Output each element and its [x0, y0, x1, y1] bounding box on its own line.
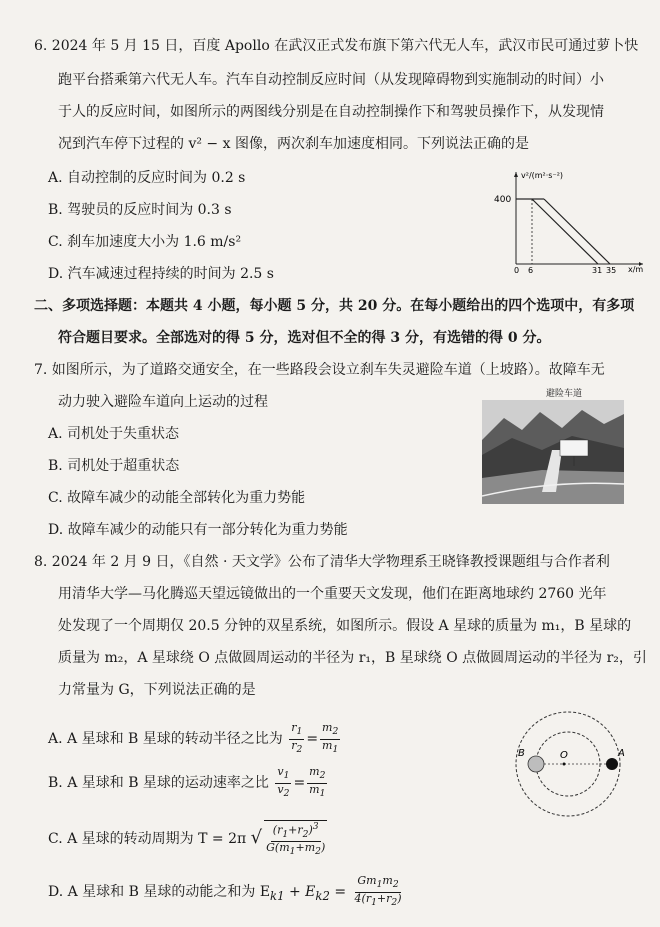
q7-option-d: D. 故障车减少的动能只有一部分转化为重力势能 [48, 522, 348, 538]
label-o: O [560, 750, 568, 761]
q8-line-1: 8. 2024 年 2 月 9 日，《自然 · 天文学》公布了清华大学物理系王晓锋教授课题组与合作者利 [34, 554, 610, 570]
auto-control-line-slope [532, 199, 598, 264]
q6-option-d: D. 汽车减速过程持续的时间为 2.5 s [48, 266, 274, 282]
y-axis-label: v²/(m²·s⁻²) [521, 171, 564, 180]
q8-line-5: 力常量为 G，下列说法正确的是 [58, 682, 256, 698]
q8-line-4: 质量为 m₂，A 星球绕 O 点做圆周运动的半径为 r₁，B 星球绕 O 点做圆周运动的半径为 r₂，引 [58, 650, 647, 666]
q7-line-2: 动力驶入避险车道向上运动的过程 [58, 394, 268, 410]
q6-line-2: 跑平台搭乘第六代无人车。汽车自动控制反应时间（从发现障碍物到实施制动的时间）小 [58, 72, 604, 88]
q6-option-c: C. 刹车加速度大小为 1.6 m/s² [48, 234, 242, 250]
x-tick-35: 35 [606, 266, 617, 274]
q8-option-c-text: C. A 星球的转动周期为 T = 2π [48, 831, 247, 847]
q8-line-3: 处发现了一个周期仅 20.5 分钟的双星系统，如图所示。假设 A 星球的质量为 m₁，B 星球的 [58, 618, 632, 634]
q8-option-a-text: A. A 星球和 B 星球的转动半径之比为 [48, 731, 283, 747]
x-tick-0: 0 [514, 266, 520, 274]
escape-lane-photo [482, 400, 624, 504]
star-a [606, 758, 618, 770]
q7-line-1: 7. 如图所示，为了道路交通安全，在一些路段会设立刹车失灵避险车道（上坡路）。故障车无 [34, 362, 605, 378]
section-2-line-2: 符合题目要求。全部选对的得 5 分，选对但不全的得 3 分，有选错的得 0 分。 [58, 330, 551, 346]
section-2-line-1: 二、多项选择题：本题共 4 小题，每小题 5 分，共 20 分。在每小题给出的四个选项中，有多项 [34, 298, 635, 314]
q8-option-b: B. A 星球和 B 星球的运动速率之比 $\frac{v_1}{v_2}$ = $\frac{m_2}{m_1}$ [48, 765, 326, 799]
q8-option-d: D. A 星球和 B 星球的动能之和为 $E_{k1} + E_{k2}$ = $\frac{Gm_1m_2}{4(r_1+r_2)}$ [48, 874, 402, 908]
x-tick-31: 31 [592, 266, 603, 274]
q8-line-2: 用清华大学—马化腾巡天望远镜做出的一个重要天文发现，他们在距离地球约 2760 光年 [58, 586, 607, 602]
q6-line-3: 于人的反应时间，如图所示的两图线分别是在自动控制操作下和驾驶员操作下，从发现情 [58, 104, 604, 120]
x-axis-label: x/m [628, 265, 644, 274]
photo-caption: 避险车道 [546, 389, 583, 399]
y-tick-400: 400 [494, 195, 512, 205]
driver-line-slope [544, 199, 610, 264]
q6-option-a: A. 自动控制的反应时间为 0.2 s [48, 170, 246, 186]
q6-line-1: 6. 2024 年 5 月 15 日，百度 Apollo 在武汉正式发布旗下第六代无人车，武汉市民可通过萝卜快 [34, 38, 639, 54]
q8-option-a: A. A 星球和 B 星球的转动半径之比为 $\frac{r_1}{r_2}$ = $\frac{m_2}{m_1}$ [48, 721, 339, 755]
q8-option-c: C. A 星球的转动周期为 T = 2π √ $\frac{(r_1+r_2)^3}{G(m_1+m_2)}$ [48, 820, 326, 858]
star-b [528, 756, 544, 772]
q7-option-c: C. 故障车减少的动能全部转化为重力势能 [48, 490, 306, 506]
label-b: B [518, 748, 525, 759]
road-sign [560, 440, 588, 456]
label-a: A [618, 748, 625, 759]
q7-option-a: A. 司机处于失重状态 [48, 426, 180, 442]
q8-option-b-text: B. A 星球和 B 星球的运动速率之比 [48, 775, 269, 791]
q6-line-4: 况到汽车停下过程的 v² − x 图像，两次刹车加速度相同。下列说法正确的是 [58, 136, 529, 152]
q6-option-b: B. 驾驶员的反应时间为 0.3 s [48, 202, 232, 218]
q7-option-b: B. 司机处于超重状态 [48, 458, 180, 474]
binary-star-diagram [508, 708, 632, 820]
q8-option-d-text: D. A 星球和 B 星球的动能之和为 E [48, 884, 271, 900]
center-o [563, 763, 566, 766]
v2-x-chart [488, 166, 648, 274]
x-tick-6: 6 [528, 266, 534, 274]
